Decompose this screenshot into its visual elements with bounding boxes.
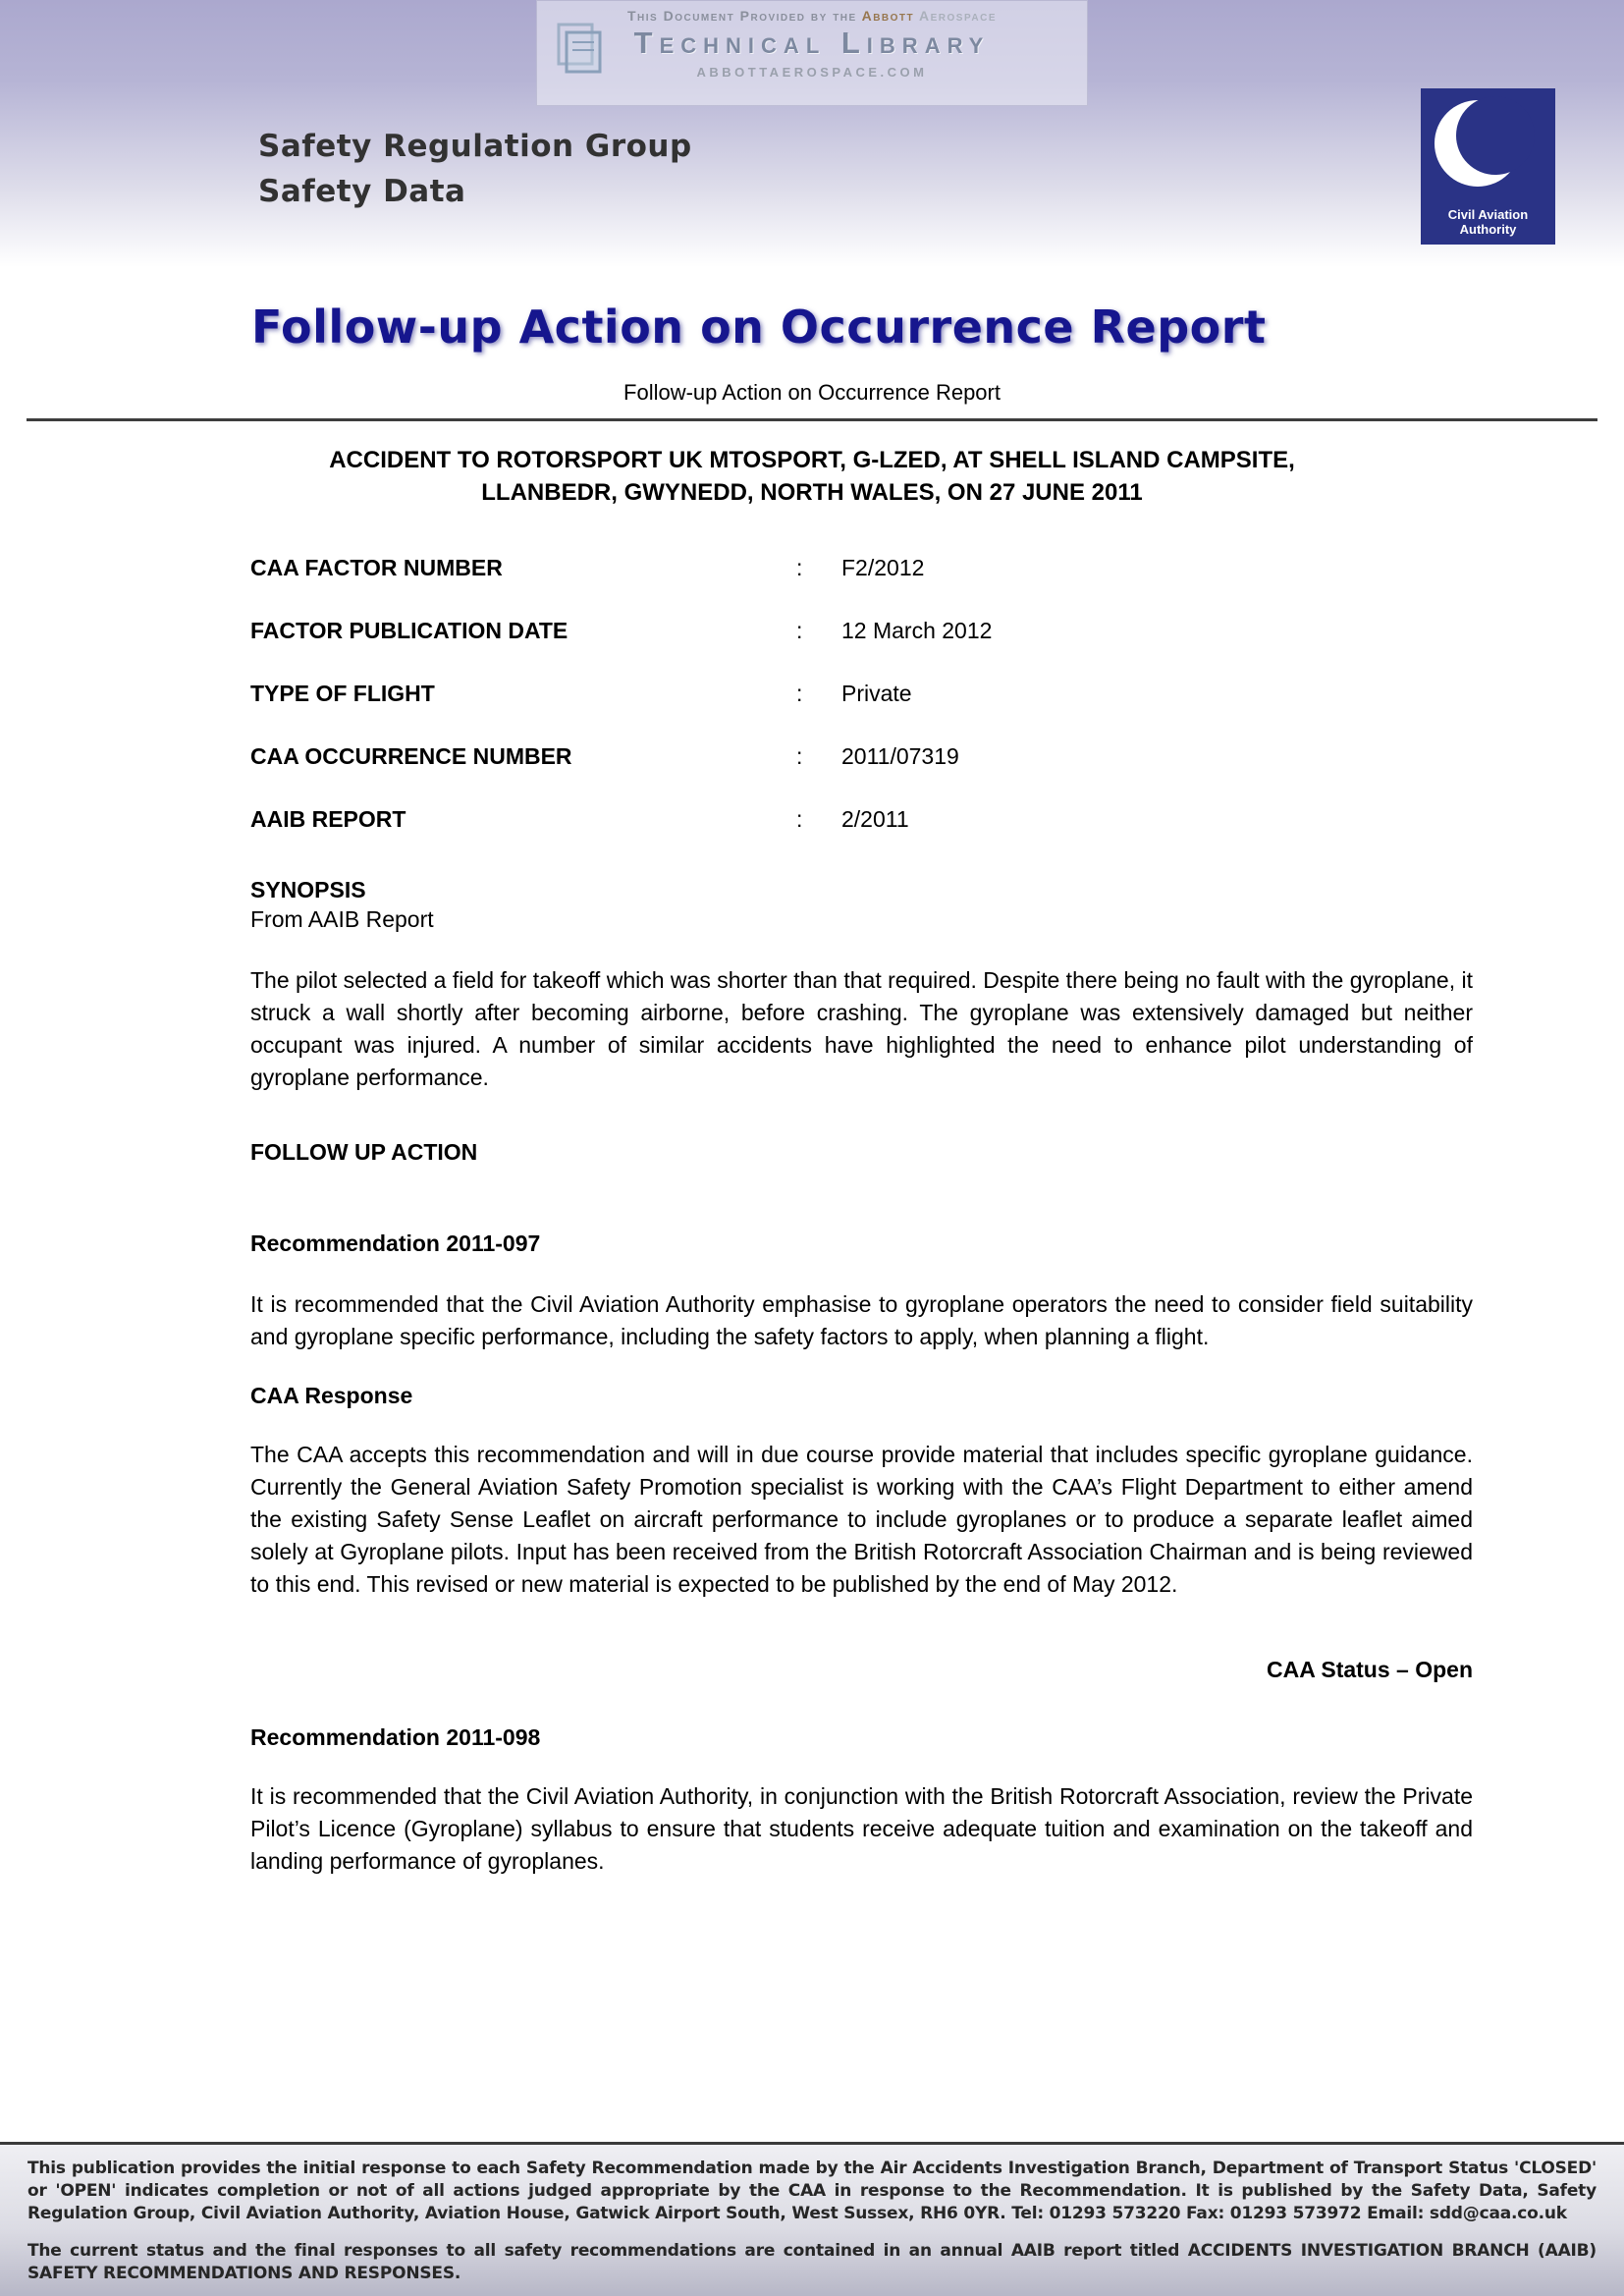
caa-logo-line1: Civil Aviation — [1447, 207, 1529, 222]
recommendation-2011-097-heading: Recommendation 2011-097 — [250, 1230, 541, 1256]
page-title: Follow-up Action on Occurrence Report — [251, 301, 1267, 354]
caa-response-heading: CAA Response — [250, 1383, 413, 1408]
field-value: F2/2012 — [841, 555, 925, 580]
table-row — [250, 555, 992, 618]
accident-heading-line1: ACCIDENT TO ROTORSPORT UK MTOSPORT, G-LZED, AT SHELL ISLAND CAMPSITE, — [329, 447, 1295, 473]
footer-status-note: The current status and the final responses to all safety recommendations are contained in an annual AAIB report titled ACCIDENTS INVESTIGATION BRANCH (AAIB) SAFETY RECOMMENDATIONS AND RESPONSES. — [27, 2241, 1597, 2283]
recommendation-2011-097-paragraph: It is recommended that the Civil Aviation Authority emphasise to gyroplane operators the need to consider field suitability and gyroplane specific performance, including the safety factors to apply, when planning a flight. — [250, 1291, 1473, 1349]
field-colon: : — [796, 555, 803, 580]
abbott-aerospace-watermark — [536, 0, 1088, 106]
field-colon: : — [796, 743, 803, 769]
page-header — [0, 0, 1624, 301]
field-colon: : — [796, 681, 803, 706]
dept-line-safety-data: Safety Data — [258, 174, 466, 209]
department-block — [258, 124, 692, 214]
accident-heading — [0, 444, 1624, 509]
recommendation-2011-098-paragraph: It is recommended that the Civil Aviation Authority, in conjunction with the British Rotorcraft Association, review the Private Pilot’s Licence (Gyroplane) syllabus to ensure that students receive adequate tuition and examination on the takeoff and landing performance of gyroplanes. — [250, 1783, 1473, 1874]
document-subtitle: Follow-up Action on Occurrence Report — [623, 380, 1001, 405]
field-label: CAA FACTOR NUMBER — [250, 555, 503, 580]
table-row — [250, 743, 992, 806]
caa-status-open: CAA Status – Open — [1266, 1657, 1473, 1682]
caa-logo-line2: Authority — [1459, 222, 1517, 237]
field-label: TYPE OF FLIGHT — [250, 681, 435, 706]
watermark-brand-aerospace: Aerospace — [919, 8, 998, 24]
field-value: 2/2011 — [841, 806, 909, 832]
field-label: CAA OCCURRENCE NUMBER — [250, 743, 572, 769]
watermark-brand-abbott: Abbott — [861, 8, 915, 24]
recommendation-2011-098-heading: Recommendation 2011-098 — [250, 1724, 541, 1750]
follow-up-action-heading: FOLLOW UP ACTION — [250, 1139, 478, 1165]
field-value: 12 March 2012 — [841, 618, 993, 643]
page-footer — [0, 2142, 1624, 2296]
watermark-url: ABBOTTAEROSPACE.COM — [696, 65, 928, 80]
synopsis-paragraph: The pilot selected a field for takeoff which was shorter than that required. Despite there being no fault with the gyroplane, it struck a wall shortly after becoming airborne, before crashing. The gyroplane was extensively damaged but neither occupant was injured. A number of similar accidents have highlighted the need to enhance pilot understanding of gyroplane performance. — [250, 967, 1473, 1090]
footer-publication-note: This publication provides the initial response to each Safety Recommendation made by the Air Accidents Investigation Branch, Department of Transport Status 'CLOSED' or 'OPEN' indicates completion or not of all actions judged appropriate by the CAA in response to the Recommendation. It is published by the Safety Data, Safety Regulation Group, Civil Aviation Authority, Aviation House, Gatwick Airport South, West Sussex, RH6 0YR. Tel: 01293 573220 Fax: 01293 573972 Email: sdd@caa.co.uk — [27, 2159, 1597, 2223]
header-divider — [27, 418, 1597, 421]
accident-heading-line2: LLANBEDR, GWYNEDD, NORTH WALES, ON 27 JUNE 2011 — [481, 479, 1143, 506]
watermark-provided-by — [537, 8, 1087, 24]
watermark-library-title: Technical Library — [633, 26, 991, 60]
caa-response-paragraph: The CAA accepts this recommendation and will in due course provide material that includes specific gyroplane guidance. Currently the General Aviation Safety Promotion specialist is working with the CAA’s Flight Department to either amend the existing Safety Sense Leaflet on aircraft performance to include gyroplanes or to produce a separate leaflet aimed solely at Gyroplane pilots. Input has been received from the British Rotorcraft Association Chairman and is being reviewed to this end. This revised or new material is expected to be published by the end of May 2012. — [250, 1442, 1473, 1597]
table-row — [250, 806, 992, 869]
caa-logo-text — [1421, 207, 1555, 237]
synopsis-subheading: From AAIB Report — [250, 906, 434, 932]
library-logo-icon — [553, 21, 604, 82]
field-value: Private — [841, 681, 912, 706]
report-fields-table — [250, 555, 992, 869]
dept-line-safety-regulation-group: Safety Regulation Group — [258, 129, 692, 164]
table-row — [250, 618, 992, 681]
field-label: AAIB REPORT — [250, 806, 406, 832]
field-label: FACTOR PUBLICATION DATE — [250, 618, 568, 643]
table-row — [250, 681, 992, 743]
synopsis-heading: SYNOPSIS — [250, 877, 366, 902]
watermark-provided-text: This Document Provided by the — [626, 8, 857, 24]
caa-logo — [1421, 88, 1555, 245]
field-colon: : — [796, 618, 803, 643]
field-value: 2011/07319 — [841, 743, 959, 769]
field-colon: : — [796, 806, 803, 832]
